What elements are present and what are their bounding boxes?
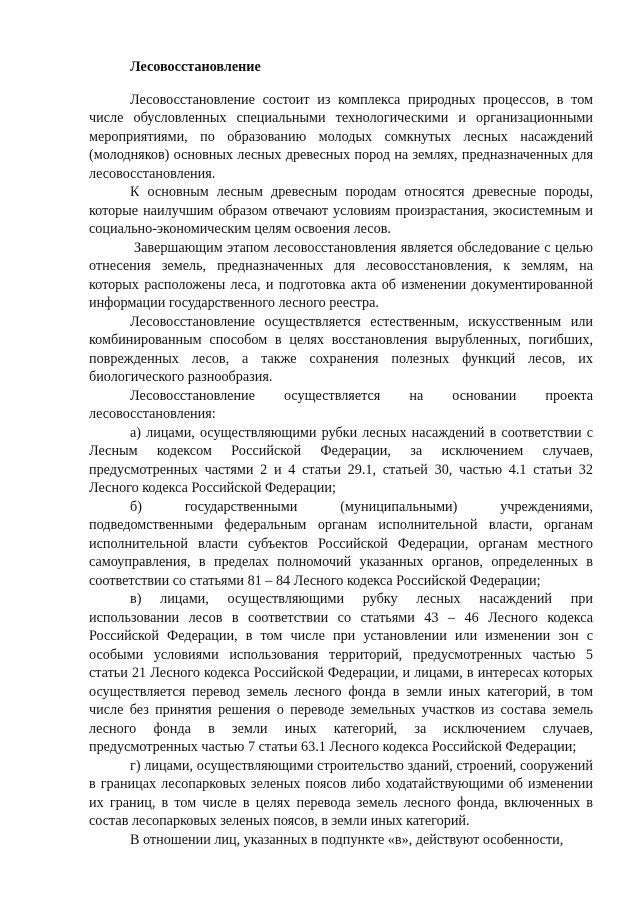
list-item-v: в) лицами, осуществляющими рубку лесных насаждений при использовании лесов в соответствии со статьями 43 – 46 Лесного кодекса Российской Федерации, в том числе при установлении или изменении зон с особыми условиями использования территорий, предусмотренных частью 5 статьи 21 Лесного кодекса Российской Федерации, и лицами, в интересах которых осуществляется перевод земель лесного фонда в земли иных категорий, в том числе без принятия решения о переводе земельных участков из состава земель лесного фонда в земли иных категорий, за исключением случаев, предусмотренных частью 7 статьи 63.1 Лесного кодекса Российской Федерации; (89, 591, 593, 755)
paragraph-continuation: В отношении лиц, указанных в подпункте «в», действуют особенности, (130, 831, 564, 848)
paragraph-project-basis: Лесовосстановление осуществляется на основании проекта лесовосстановления: (89, 387, 593, 422)
paragraph-final-stage: Завершающим этапом лесовосстановления является обследование с целью отнесения земель, предназначенных для лесовосстановления, к землям, на которых расположены леса, и подготовка акта об изменении документированной информации государственного лесного реестра. (89, 239, 593, 311)
paragraph-methods: Лесовосстановление осуществляется естественным, искусственным или комбинированным способом в целях восстановления вырубленных, погибших, поврежденных лесов, а также сохранения полезных функций лесов, их биологического разнообразия. (89, 313, 593, 385)
paragraph-main-species: К основным лесным древесным породам относятся древесные породы, которые наилучшим образом отвечают условиям произрастания, экосистемным и социально-экономическим целям освоения лесов. (89, 184, 593, 237)
list-item-a: а) лицами, осуществляющими рубки лесных насаждений в соответствии с Лесным кодексом Российской Федерации, за исключением случаев, предусмотренных частями 2 и 4 статьи 29.1, статьей 30, частью 4.1 статьи 32 Лесного кодекса Российской Федерации; (89, 424, 593, 496)
list-item-b: б) государственными (муниципальными) учреждениями, подведомственными федеральным органам исполнительной власти, органам исполнительной власти субъектов Российской Федерации, органам местного самоуправления, в пределах полномочий указанных органов, определенных в соответствии со статьями 81 – 84 Лесного кодекса Российской Федерации; (89, 498, 593, 589)
list-item-g: г) лицами, осуществляющими строительство зданий, строений, сооружений в границах лесопарковых зеленых поясов либо ходатайствующими об изменении их границ, в том числе в целях перевода земель лесного фонда, включенных в состав лесопарковых зеленых поясов, в земли иных категорий. (89, 757, 593, 829)
paragraph-definition: Лесовосстановление состоит из комплекса природных процессов, в том числе обусловленных специальными технологическими и организационными мероприятиями, по образованию молодых сомкнутых лесных насаждений (молодняков) основных лесных древесных пород на землях, предназначенных для лесовосстановления. (89, 91, 593, 182)
section-heading: Лесовосстановление (130, 59, 261, 75)
